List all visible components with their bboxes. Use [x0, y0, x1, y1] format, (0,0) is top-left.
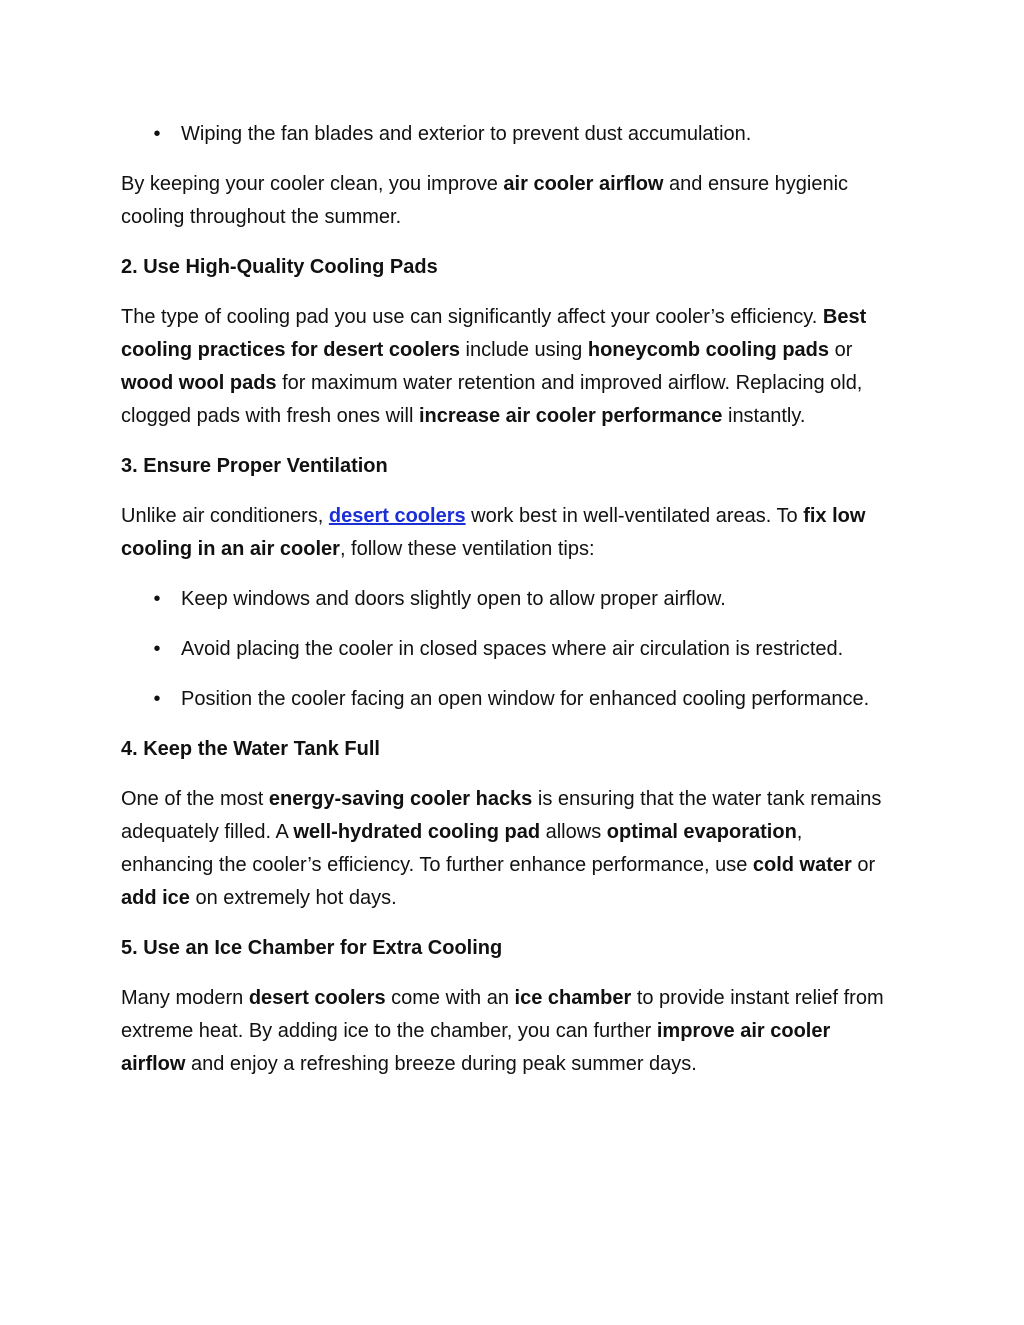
- paragraph-ventilation: [121, 500, 896, 566]
- text: work best in well-ventilated areas. To: [465, 505, 804, 527]
- bold-text: air cooler airflow: [503, 173, 664, 195]
- bold-text: fix low cooling in an air cooler: [121, 505, 866, 560]
- text: for maximum water retention and improved airflow. Replacing old, clogged pads with fresh ones will: [121, 372, 863, 427]
- text: The type of cooling pad you use can significantly affect your cooler’s efficiency.: [121, 306, 823, 328]
- bullet-icon: •: [153, 123, 161, 145]
- text: By keeping your cooler clean, you improve: [121, 173, 504, 195]
- bullet-icon: •: [153, 638, 161, 660]
- text: and enjoy a refreshing breeze during peak summer days.: [185, 1053, 697, 1075]
- section-heading-cooling-pads: 2. Use High-Quality Cooling Pads: [121, 256, 438, 278]
- text: instantly.: [722, 405, 806, 427]
- list-item-text: Keep windows and doors slightly open to allow proper airflow.: [181, 588, 726, 610]
- bold-text: honeycomb cooling pads: [587, 339, 830, 361]
- bold-text: cold water: [752, 854, 852, 876]
- text: or: [851, 854, 876, 876]
- list-item-text: Wiping the fan blades and exterior to prevent dust accumulation.: [181, 123, 752, 145]
- list-item: [121, 583, 896, 616]
- text: come with an: [385, 987, 515, 1009]
- paragraph-cooling-pads: [121, 301, 896, 433]
- bold-text: Best cooling practices for desert coolers: [121, 306, 867, 361]
- bold-text: well-hydrated cooling pad: [293, 821, 541, 843]
- bullet-icon: •: [153, 588, 161, 610]
- paragraph-water-tank: [121, 783, 896, 915]
- bullet-icon: •: [153, 688, 161, 710]
- text: allows: [540, 821, 607, 843]
- list-item: [121, 633, 896, 666]
- bold-text: desert coolers: [248, 987, 386, 1009]
- text: , follow these ventilation tips:: [339, 538, 595, 560]
- text: One of the most: [121, 788, 269, 810]
- paragraph-ice-chamber: [121, 982, 896, 1081]
- section-heading-ventilation: 3. Ensure Proper Ventilation: [121, 455, 388, 477]
- list-item-text: Position the cooler facing an open window for enhanced cooling performance.: [181, 688, 870, 710]
- paragraph-cleaning-summary: [121, 168, 896, 234]
- bold-text: optimal evaporation: [606, 821, 797, 843]
- desert-coolers-link[interactable]: desert coolers: [328, 505, 466, 527]
- section-heading-ice-chamber: 5. Use an Ice Chamber for Extra Cooling: [121, 937, 503, 959]
- bold-text: energy-saving cooler hacks: [268, 788, 533, 810]
- text: , enhancing the cooler’s efficiency. To further enhance performance, use: [121, 821, 803, 876]
- text: include using: [460, 339, 588, 361]
- section-heading-water-tank: 4. Keep the Water Tank Full: [121, 738, 380, 760]
- bold-text: improve air cooler airflow: [121, 1020, 831, 1075]
- bold-text: wood wool pads: [121, 372, 277, 394]
- list-item: [121, 118, 896, 151]
- text: Unlike air conditioners,: [121, 505, 329, 527]
- text: and ensure hygienic cooling throughout the summer.: [121, 173, 849, 228]
- text: to provide instant relief from extreme heat. By adding ice to the chamber, you can further: [121, 987, 884, 1042]
- bold-text: increase air cooler performance: [418, 405, 723, 427]
- bold-text: add ice: [121, 887, 190, 909]
- text: or: [829, 339, 853, 361]
- bold-text: ice chamber: [514, 987, 632, 1009]
- text: Many modern: [121, 987, 249, 1009]
- list-item-text: Avoid placing the cooler in closed spaces where air circulation is restricted.: [181, 638, 844, 660]
- list-item: [121, 683, 896, 716]
- text: is ensuring that the water tank remains adequately filled. A: [121, 788, 882, 843]
- text: on extremely hot days.: [189, 887, 397, 909]
- document-page: [121, 118, 896, 1098]
